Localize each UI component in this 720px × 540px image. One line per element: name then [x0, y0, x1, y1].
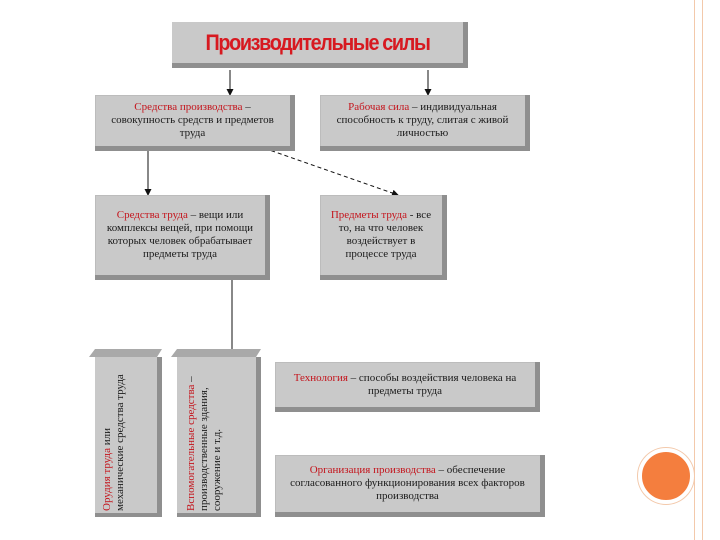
term-labor-force: Рабочая сила	[348, 101, 410, 113]
box-top-face	[171, 349, 261, 357]
box-means-of-labor	[95, 195, 270, 280]
term-means-of-labor: Средства труда	[116, 209, 188, 221]
page-title: Производительные силы	[205, 29, 430, 55]
box-objects-of-labor	[320, 195, 447, 280]
term-technology: Технология	[293, 371, 348, 384]
box-organization	[275, 455, 545, 517]
arrow-means-to-objects	[258, 146, 398, 195]
desc-technology: – способы воздействия человека на предметы труда	[347, 371, 517, 397]
title-box	[172, 22, 468, 68]
desc-organization: – обеспечение согласованного функционирования всех факторов производства	[290, 464, 525, 502]
box-means-of-production	[95, 95, 295, 151]
term-auxiliary-means: Вспомогательные средства	[185, 384, 197, 511]
term-tools-of-labor: Орудия труда	[101, 448, 113, 511]
desc-means-of-labor: – вещи или комплексы вещей, при помощи которых человек обрабатывает предметы труда	[106, 209, 254, 260]
box-technology	[275, 362, 540, 412]
box-tools-of-labor	[95, 357, 162, 517]
box-auxiliary-means	[177, 357, 261, 517]
desc-labor-force: – индивидуальная способность к труду, слитая с живой личностью	[336, 101, 509, 139]
box-top-face	[89, 349, 162, 357]
term-means-of-production: Средства производства	[134, 101, 243, 113]
desc-means-of-production: – совокупность средств и предметов труда	[111, 101, 274, 139]
text-tools-of-labor	[101, 365, 155, 511]
box-labor-force	[320, 95, 530, 151]
text-auxiliary-means	[185, 365, 253, 511]
desc-objects-of-labor: - все то, на что человек воздействует в процессе труда	[338, 209, 432, 260]
desc-tools-of-labor: или механические средства труда	[101, 374, 126, 511]
desc-auxiliary-means: – производственные здания, сооружение и т.д.	[185, 376, 223, 511]
term-objects-of-labor: Предметы труда	[330, 209, 407, 221]
term-organization: Организация производства	[309, 464, 436, 476]
